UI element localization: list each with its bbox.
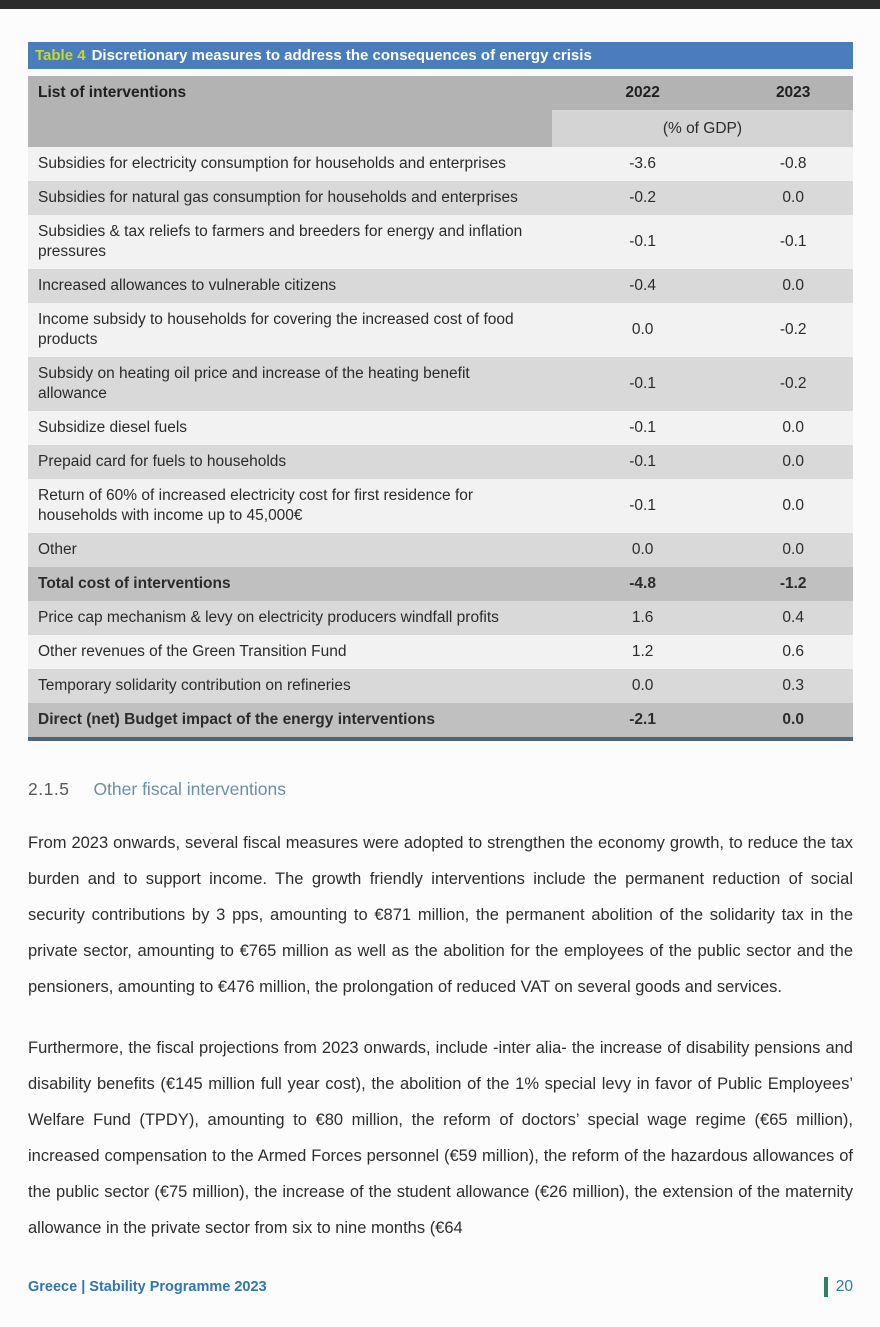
column-header-2022: 2022 — [552, 76, 734, 110]
cell-2023: 0.0 — [733, 181, 853, 215]
cell-2023: -0.8 — [733, 147, 853, 181]
table-row — [28, 445, 853, 479]
cell-intervention: Subsidy on heating oil price and increase of the heating benefit allowance — [28, 357, 552, 411]
cell-intervention: Other revenues of the Green Transition Fund — [28, 635, 552, 669]
table-row — [28, 533, 853, 567]
subheader-empty-cell — [28, 110, 552, 147]
cell-2023: 0.0 — [733, 445, 853, 479]
cell-2022: -0.4 — [552, 269, 734, 303]
table-title-text: Discretionary measures to address the consequences of energy crisis — [91, 47, 592, 64]
table-row — [28, 147, 853, 181]
section-number: 2.1.5 — [28, 779, 70, 799]
cell-intervention: Price cap mechanism & levy on electricity producers windfall profits — [28, 601, 552, 635]
interventions-table — [28, 76, 853, 741]
table-row — [28, 601, 853, 635]
table-number-label: Table 4 — [35, 47, 86, 64]
paragraph-1: From 2023 onwards, several fiscal measures were adopted to strengthen the economy growth, to reduce the tax burden and to support income. The growth friendly interventions include the permanent reduction of social security contributions by 3 pps, amounting to €871 million, the permanent abolition of the solidarity tax in the private sector, amounting to €765 million as well as the abolition for the employees of the public sector and the pensioners, amounting to €476 million, the prolongation of reduced VAT on several goods and services. — [28, 834, 853, 996]
cell-2023: -1.2 — [733, 567, 853, 601]
cell-2022: -0.1 — [552, 215, 734, 269]
page-content — [0, 9, 880, 1246]
cell-intervention: Subsidies for electricity consumption for households and enterprises — [28, 147, 552, 181]
cell-2023: 0.4 — [733, 601, 853, 635]
table-4-block — [28, 42, 853, 741]
cell-2022: -0.2 — [552, 181, 734, 215]
cell-2023: -0.2 — [733, 303, 853, 357]
cell-intervention: Increased allowances to vulnerable citizens — [28, 269, 552, 303]
section-title: Other fiscal interventions — [93, 779, 287, 799]
cell-intervention: Subsidies & tax reliefs to farmers and breeders for energy and inflation pressures — [28, 215, 552, 269]
cell-2022: 0.0 — [552, 669, 734, 703]
table-row — [28, 669, 853, 703]
page-number: 20 — [835, 1278, 853, 1295]
table-row — [28, 357, 853, 411]
cell-2023: 0.0 — [733, 703, 853, 739]
cell-2022: -0.1 — [552, 411, 734, 445]
cell-intervention: Total cost of interventions — [28, 567, 552, 601]
table-header-row — [28, 76, 853, 110]
table-row — [28, 479, 853, 533]
cell-intervention: Subsidies for natural gas consumption for households and enterprises — [28, 181, 552, 215]
table-title-bar — [28, 42, 853, 69]
cell-intervention: Subsidize diesel fuels — [28, 411, 552, 445]
table-net-impact-row — [28, 703, 853, 739]
cell-intervention: Temporary solidarity contribution on refineries — [28, 669, 552, 703]
cell-2023: 0.0 — [733, 269, 853, 303]
page-top-edge — [0, 0, 880, 9]
table-row — [28, 635, 853, 669]
paragraph-2: Furthermore, the fiscal projections from 2023 onwards, include -inter alia- the increase of disability pensions and disability benefits (€145 million full year cost), the abolition of the 1% special levy in favor of Public Employees’ Welfare Fund (TPDY), amounting to €80 million, the reform of doctors’ special wage regime (€65 million), increased compensation to the Armed Forces personnel (€59 million), the reform of the hazardous allowances of the public sector (€75 million), the increase of the student allowance (€26 million), the extension of the maternity allowance in the private sector from six to nine months (€64 — [28, 1039, 853, 1237]
table-row — [28, 411, 853, 445]
table-row — [28, 181, 853, 215]
cell-2022: -0.1 — [552, 357, 734, 411]
cell-2023: 0.6 — [733, 635, 853, 669]
cell-2022: 1.2 — [552, 635, 734, 669]
cell-2022: 0.0 — [552, 533, 734, 567]
cell-2023: 0.3 — [733, 669, 853, 703]
cell-2022: 1.6 — [552, 601, 734, 635]
cell-2023: 0.0 — [733, 533, 853, 567]
cell-intervention: Direct (net) Budget impact of the energy interventions — [28, 703, 552, 739]
table-row — [28, 215, 853, 269]
cell-2022: -3.6 — [552, 147, 734, 181]
cell-intervention: Prepaid card for fuels to households — [28, 445, 552, 479]
table-total-row — [28, 567, 853, 601]
cell-2022: 0.0 — [552, 303, 734, 357]
page-number-bar — [824, 1277, 828, 1297]
page-footer — [28, 1277, 853, 1297]
footer-page-indicator — [824, 1277, 853, 1297]
footer-document-title: Greece | Stability Programme 2023 — [28, 1279, 267, 1295]
cell-2023: 0.0 — [733, 479, 853, 533]
cell-intervention: Income subsidy to households for covering the increased cost of food products — [28, 303, 552, 357]
table-row — [28, 269, 853, 303]
cell-2022: -2.1 — [552, 703, 734, 739]
section-heading — [28, 779, 853, 800]
cell-2023: 0.0 — [733, 411, 853, 445]
cell-2022: -0.1 — [552, 445, 734, 479]
cell-2023: -0.1 — [733, 215, 853, 269]
table-row — [28, 303, 853, 357]
cell-2022: -4.8 — [552, 567, 734, 601]
cell-2023: -0.2 — [733, 357, 853, 411]
column-header-interventions: List of interventions — [28, 76, 552, 110]
cell-2022: -0.1 — [552, 479, 734, 533]
cell-intervention: Return of 60% of increased electricity cost for first residence for households with income up to 45,000€ — [28, 479, 552, 533]
subheader-unit-cell: (% of GDP) — [552, 110, 853, 147]
column-header-2023: 2023 — [733, 76, 853, 110]
table-subheader-row — [28, 110, 853, 147]
cell-intervention: Other — [28, 533, 552, 567]
